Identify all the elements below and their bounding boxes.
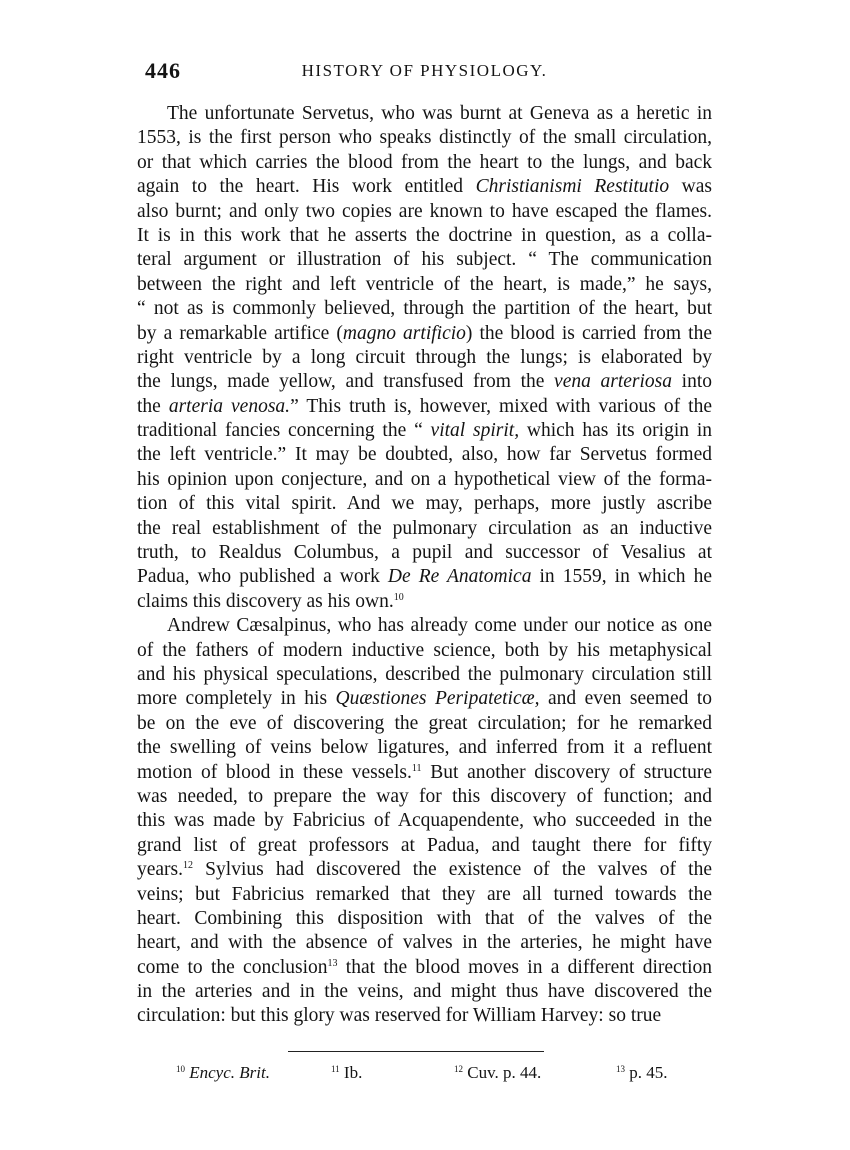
text-line (137, 858, 712, 882)
text-line (137, 590, 712, 614)
text-line (137, 273, 712, 297)
text-line (137, 956, 712, 980)
text-run: was (669, 176, 713, 198)
italic-text: De Re Anatomica (387, 566, 532, 588)
text-run: the swelling of veins below ligatures, and inferred from it a refluent (137, 737, 712, 759)
text-run: 1553, is the first person who speaks distinctly of the small circulation, (137, 127, 712, 149)
text-line (137, 419, 712, 443)
italic-text: Christianismi Restitutio (475, 176, 670, 198)
text-run: and even seemed to (539, 688, 712, 710)
text-run: was needed, to prepare the way for this discovery of function; and (137, 785, 712, 807)
text-run: Andrew Cæsalpinus, who has already come under our notice as one (167, 615, 712, 637)
text-run: traditional fancies concerning the “ (137, 420, 431, 442)
text-run: years. (137, 859, 184, 881)
text-line (137, 517, 712, 541)
footnote-ref: 12 (183, 860, 194, 872)
footnote-13 (616, 1063, 668, 1083)
footnote-number: 12 (454, 1064, 463, 1074)
text-run: this was made by Fabricius of Acquapendente, who succeeded in the (137, 810, 712, 832)
text-run: or that which carries the blood from the heart to the lungs, and back (137, 151, 712, 173)
text-run: “ not as is commonly believed, through the partition of the heart, but (137, 298, 712, 320)
text-run: motion of blood in these vessels. (137, 761, 412, 783)
text-line (137, 712, 712, 736)
text-run: come to the conclusion (137, 956, 328, 978)
text-run: grand list of great professors at Padua, and taught there for fifty (137, 834, 712, 856)
text-run: that the blood moves in a different direction (337, 956, 713, 978)
text-run: into (672, 371, 712, 393)
text-run: Padua, who published a work (137, 566, 388, 588)
footnote-text: Ib. (343, 1063, 363, 1082)
text-line (137, 663, 712, 687)
footnotes (176, 1063, 696, 1087)
text-run: the real establishment of the pulmonary circulation as an inductive (137, 517, 712, 539)
text-run: truth, to Realdus Columbus, a pupil and successor of Vesalius at (137, 542, 712, 564)
text-line (137, 175, 712, 199)
text-run: heart, and with the absence of valves in the arteries, he might have (137, 932, 712, 954)
text-line (137, 370, 712, 394)
text-run: veins; but Fabricius remarked that they are all turned towards the (137, 883, 712, 905)
text-run: But another discovery of structure (421, 761, 712, 783)
italic-text: Quæstiones Peripateticæ, (335, 688, 540, 710)
text-run: again to the heart. His work entitled (137, 176, 476, 198)
text-run: by a remarkable artifice ( (137, 322, 343, 344)
text-line (137, 468, 712, 492)
footnote-text: p. 45. (629, 1063, 668, 1082)
footnote-ref: 11 (411, 762, 422, 774)
text-line (137, 883, 712, 907)
footnote-number: 13 (616, 1064, 625, 1074)
footnote-rule (288, 1051, 544, 1052)
text-run: the left ventricle.” It may be doubted, also, how far Servetus formed (137, 444, 712, 466)
text-run: of the fathers of modern inductive science, both by his metaphysical (137, 639, 712, 661)
text-line (137, 102, 712, 126)
footnote-text: Encyc. Brit. (189, 1063, 270, 1082)
italic-text: magno artificio (342, 322, 466, 344)
page-header (137, 58, 712, 88)
text-line (137, 907, 712, 931)
footnote-number: 10 (176, 1064, 185, 1074)
text-line (137, 322, 712, 346)
text-line (137, 395, 712, 419)
text-line (137, 492, 712, 516)
text-line (137, 687, 712, 711)
text-run: and his physical speculations, described the pulmonary circulation still (137, 663, 712, 685)
text-line (137, 736, 712, 760)
text-line (137, 224, 712, 248)
page-number: 446 (145, 58, 181, 83)
text-run: It is in this work that he asserts the doctrine in question, as a colla- (137, 224, 712, 246)
footnote-11 (331, 1063, 362, 1083)
text-run: in the arteries and in the veins, and might thus have discovered the (137, 981, 712, 1003)
text-run: ” This truth is, however, mixed with various of the (290, 395, 712, 417)
text-line (137, 200, 712, 224)
footnote-number: 11 (331, 1064, 340, 1074)
text-run: right ventricle by a long circuit through the lungs; is elaborated by (137, 346, 712, 368)
text-line (137, 126, 712, 150)
text-run: also burnt; and only two copies are known to have escaped the flames. (137, 200, 712, 222)
text-run: ) the blood is carried from the (465, 322, 712, 344)
text-run: which has its origin in (519, 420, 712, 442)
text-run: between the right and left ventricle of the heart, is made,” he says, (137, 273, 712, 295)
text-run: tion of this vital spirit. And we may, perhaps, more justly ascribe (137, 493, 712, 515)
text-line (137, 761, 712, 785)
text-line (137, 834, 712, 858)
footnote-10 (176, 1063, 270, 1083)
text-run: teral argument or illustration of his subject. “ The communication (137, 249, 712, 271)
footnote-text: Cuv. p. 44. (467, 1063, 542, 1082)
text-line (137, 809, 712, 833)
text-line (137, 443, 712, 467)
text-run: Sylvius had discovered the existence of the valves of the (193, 859, 712, 881)
footnote-ref: 13 (327, 957, 338, 969)
italic-text: vena arteriosa (554, 371, 673, 393)
text-line (137, 980, 712, 1004)
text-line (137, 1004, 712, 1028)
italic-text: vital spirit, (430, 420, 520, 442)
text-line (137, 785, 712, 809)
running-title: HISTORY OF PHYSIOLOGY. (301, 61, 548, 80)
text-line (137, 541, 712, 565)
text-line (137, 614, 712, 638)
text-run: claims this discovery as his own. (137, 590, 394, 612)
text-run: more completely in his (137, 688, 336, 710)
italic-text: arteria venosa. (168, 395, 291, 417)
text-line (137, 297, 712, 321)
text-line (137, 639, 712, 663)
text-run: the (137, 395, 169, 417)
text-run: be on the eve of discovering the great circulation; for he remarked (137, 712, 712, 734)
text-run: his opinion upon conjecture, and on a hypothetical view of the forma- (137, 468, 712, 490)
text-line (137, 565, 712, 589)
text-line (137, 248, 712, 272)
text-run: in 1559, in which he (531, 566, 712, 588)
text-run: the lungs, made yellow, and transfused from the (137, 371, 555, 393)
text-run: The unfortunate Servetus, who was burnt at Geneva as a heretic in (167, 103, 712, 124)
body-text (137, 102, 712, 1029)
text-line (137, 151, 712, 175)
footnote-ref: 10 (393, 591, 404, 603)
footnote-12 (454, 1063, 541, 1083)
text-line (137, 931, 712, 955)
text-line (137, 346, 712, 370)
text-run: heart. Combining this disposition with that of the valves of the (137, 907, 712, 929)
text-run: circulation: but this glory was reserved for William Harvey: so true (137, 1005, 662, 1027)
